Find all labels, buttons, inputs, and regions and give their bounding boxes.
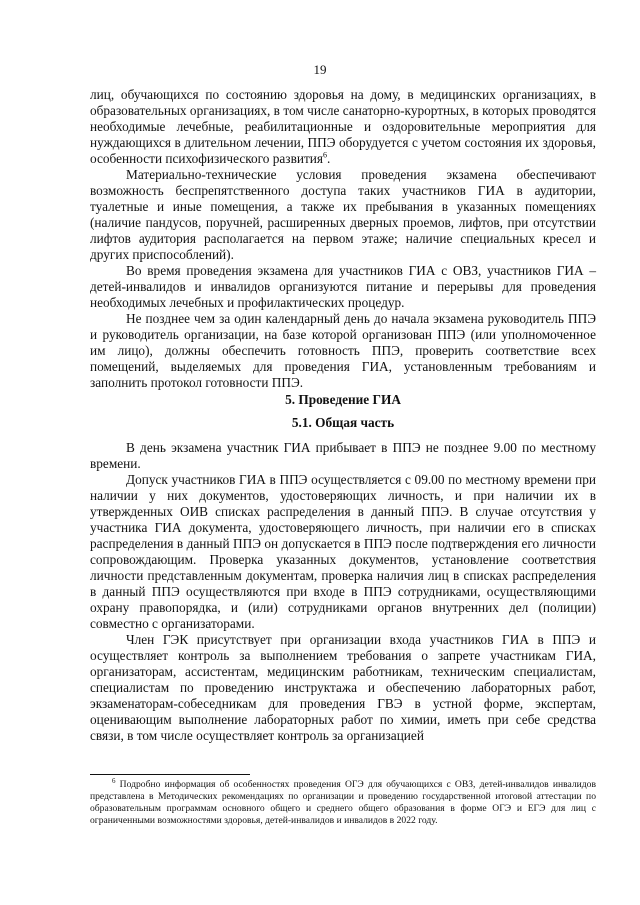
page-number: 19 — [313, 62, 327, 77]
footnote — [90, 776, 596, 827]
footnote-reference: 6 — [323, 150, 328, 160]
section-heading: 5. Проведение ГИА — [285, 392, 401, 407]
paragraph-arrival: В день экзамена участник ГИА прибывает в ППЭ не позднее 9.00 по местному времени. — [90, 440, 596, 471]
subsection-heading: 5.1. Общая часть — [291, 415, 395, 430]
footnote-divider — [90, 774, 250, 775]
paragraph-meals-breaks: Во время проведения экзамена для участников ГИА с ОВЗ, участников ГИА – детей-инвалидов и инвалидов организуются питание и перерывы для проведения необходимых лечебных и профилактических процедур. — [90, 263, 596, 310]
paragraph-gek-member: Член ГЭК присутствует при организации входа участников ГИА в ППЭ и осуществляет контроль за выполнением требования о запрете участникам ГИА, организаторам, ассистентам, медицинским работникам, техническим специалистам, специалистам по проведению инструктажа и обеспечению лабораторных работ, экзаменаторам-собеседникам для проведения ГВЭ в устной форме, экспертам, оценивающим выполнение лабораторных работ по химии, иметь при себе средства связи, в том числе осуществляет контроль за организацией — [90, 632, 596, 743]
footnote-number: 6 — [112, 776, 116, 785]
footnote-text: Подробно информация об особенностях проведения ОГЭ для обучающихся с ОВЗ, детей-инвалидов инвалидов представлена в Методических рекомендациях по организации и проведению государственной итоговой аттестации по образовательным программам основного общего и среднего общего образования в форме ОГЭ и ЕГЭ для лиц с ограниченными возможностями здоровья, детей-инвалидов и инвалидов в 2022 году. — [90, 779, 596, 826]
paragraph-admission: Допуск участников ГИА в ППЭ осуществляется с 09.00 по местному времени при наличии у них документов, удостоверяющих личность, и при наличии их в утвержденных ОИВ списках распределения в данный ППЭ. В случае отсутствия у участника ГИА документа, удостоверяющего личность, при наличии его в списках распределения в данный ППЭ он допускается в ППЭ после подтверждения его личности сопровождающим. Проверка указанных документов, установление соответствия личности представленным документам, проверка наличия лиц в списках распределения в данный ППЭ осуществляются при входе в ППЭ сотрудниками, осуществляющими охрану правопорядка, и (или) сотрудниками органов внутренних дел (полиции) совместно с организаторами. — [90, 472, 596, 631]
document-body — [90, 87, 596, 744]
paragraph-readiness: Не позднее чем за один календарный день до начала экзамена руководитель ППЭ и руководитель организации, на базе которой организован ППЭ (или уполномоченное им лицо), должны обеспечить готовность ППЭ, проверить соответствие всех помещений, выделяемых для проведения ГИА, установленным требованиям и заполнить протокол готовности ППЭ. — [90, 311, 596, 390]
paragraph-continuation: лиц, обучающихся по состоянию здоровья на дому, в медицинских организациях, в образовательных организациях, в том числе санаторно-курортных, в которых проводятся необходимые лечебные, реабилитационные и оздоровительные мероприятия для нуждающихся в длительном лечении, ППЭ оборудуется с учетом состояния их здоровья, особенности психофизического развития$^6$. — [90, 87, 596, 166]
paragraph-material-conditions: Материально-технические условия проведения экзамена обеспечивают возможность беспрепятственного доступа таких участников ГИА в аудитории, туалетные и иные помещения, а также их пребывания в указанных помещениях (наличие пандусов, поручней, расширенных дверных проемов, лифтов, при отсутствии лифтов аудитория располагается на первом этаже; наличие специальных кресел и других приспособлений). — [90, 167, 596, 262]
